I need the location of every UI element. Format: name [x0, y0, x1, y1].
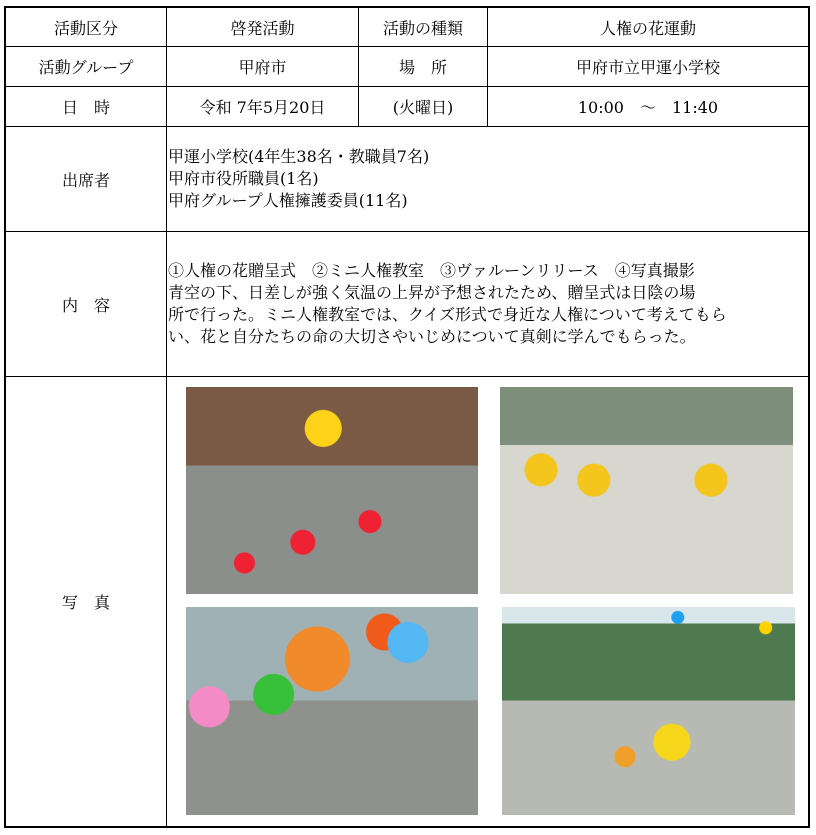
activity-category-label: 活動区分 [53, 18, 118, 38]
activity-type-label: 活動の種類 [382, 18, 463, 38]
attendee-line: 甲府グループ人権擁護委員(11名) [168, 191, 408, 210]
photos-label: 写 真 [61, 593, 110, 612]
content-line: 所で行った。ミニ人権教室では、クイズ形式で身近な人権について考えてもら [168, 305, 727, 324]
activity-type-value: 人権の花運動 [599, 18, 696, 38]
group-label: 活動グループ [38, 58, 134, 77]
photo-flower-presentation [186, 387, 478, 594]
photo-human-rights-class [500, 387, 793, 594]
attendee-line: 甲府市役所職員(1名) [168, 169, 319, 188]
attendees-label: 出席者 [61, 170, 110, 190]
weekday-value: (火曜日) [392, 98, 454, 117]
date-value: 令和 7年5月20日 [199, 98, 326, 117]
col-divider [166, 8, 167, 826]
attendee-line: 甲運小学校(4年生38名・教職員7名) [168, 147, 430, 166]
photo-balloons-mascot [186, 607, 478, 815]
datetime-label: 日 時 [61, 98, 110, 117]
content-line: ①人権の花贈呈式 ②ミニ人権教室 ③ヴァルーンリリース ④写真撮影 [168, 261, 695, 280]
place-value: 甲府市立甲運小学校 [575, 58, 720, 77]
place-label: 場 所 [398, 58, 447, 77]
content-label: 内 容 [61, 295, 110, 315]
content-line: い、花と自分たちの命の大切さやいじめについて真剣に学んでもらった。 [168, 327, 696, 346]
group-value: 甲府市 [238, 58, 287, 77]
time-value: 10:00 ～ 11:40 [577, 98, 719, 117]
photo-balloon-release [502, 607, 795, 815]
content-line: 青空の下、日差しが強く気温の上昇が予想されたため、贈呈式は日陰の場 [168, 283, 696, 302]
activity-category-value: 啓発活動 [230, 18, 295, 38]
